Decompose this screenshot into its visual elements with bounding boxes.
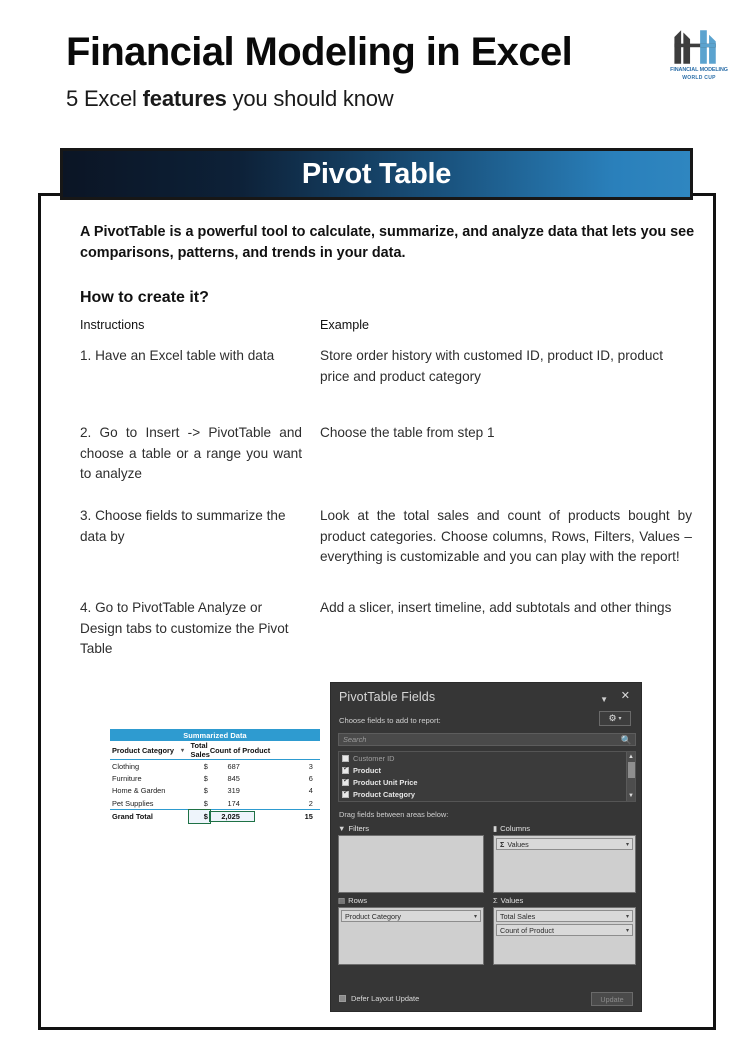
gear-icon: ⚙: [608, 713, 617, 723]
cell-total-sales: 319: [227, 786, 240, 796]
field-label: Product Category: [353, 789, 416, 799]
subtitle-pre: 5 Excel: [66, 86, 143, 111]
drag-fields-label: Drag fields between areas below:: [339, 810, 449, 819]
search-placeholder: Search: [343, 735, 367, 744]
field-pill-total-sales[interactable]: [496, 910, 633, 922]
area-columns[interactable]: [493, 824, 636, 893]
field-pill-product-category[interactable]: [341, 910, 481, 922]
area-values[interactable]: [493, 896, 636, 965]
close-icon[interactable]: ✕: [620, 690, 630, 702]
cell-currency: $: [203, 812, 208, 821]
intro-paragraph: A PivotTable is a powerful tool to calculate, summarize, and analyze data that lets you see comparisons, patterns, and trends in your data.: [80, 224, 695, 261]
chevron-down-icon[interactable]: ▾: [473, 913, 477, 920]
chevron-down-icon[interactable]: ▾: [625, 841, 629, 848]
cell-category: Home & Garden: [112, 786, 166, 796]
instruction-step-3: 3. Choose fields to summarize the data by: [80, 508, 286, 544]
cell-total-sales: 687: [227, 761, 240, 771]
sigma-icon: Σ: [500, 839, 505, 849]
example-step-4: Add a slicer, insert timeline, add subtotals and other things: [320, 600, 672, 615]
area-filters[interactable]: [338, 824, 484, 893]
cell-currency: $: [203, 786, 208, 796]
pivottable-fields-pane: [330, 682, 642, 1012]
area-label-filters: [338, 824, 484, 833]
update-button[interactable]: Update: [591, 992, 633, 1006]
defer-layout-update-row[interactable]: [339, 994, 419, 1003]
pill-label: Values: [507, 839, 529, 849]
columns-icon: ▮: [493, 823, 498, 833]
cell-total-sales: 174: [227, 798, 240, 808]
area-rows[interactable]: [338, 896, 484, 965]
field-item-product-category[interactable]: [339, 788, 635, 800]
chevron-down-icon: ▾: [618, 716, 622, 722]
cell-category: Furniture: [112, 773, 142, 783]
summarized-data-table: [110, 729, 320, 823]
area-dropzone-filters[interactable]: [338, 835, 484, 893]
instruction-step-1: 1. Have an Excel table with data: [80, 348, 275, 363]
pill-label: Total Sales: [500, 911, 536, 921]
instruction-step-4: 4. Go to PivotTable Analyze or Design tabs to customize the Pivot Table: [80, 600, 289, 656]
column-header-product-category: Product Category: [110, 741, 177, 760]
instruction-step-2: 2. Go to Insert -> PivotTable and choose a table or a range you want to analyze: [80, 425, 302, 481]
table-row: [110, 785, 320, 798]
subtitle-post: you should know: [226, 86, 394, 111]
field-pill-values[interactable]: [496, 838, 633, 850]
column-header-total-sales: Total Sales: [190, 741, 210, 759]
field-label: Product Unit Price: [353, 777, 418, 787]
fmwc-logo: [664, 28, 734, 90]
howto-heading: How to create it?: [80, 289, 209, 306]
table-title-row: [110, 729, 320, 741]
scrollbar-thumb[interactable]: [628, 762, 635, 778]
field-item-product-unit-price[interactable]: [339, 776, 635, 788]
search-icon: 🔍: [620, 735, 632, 745]
cell-count: 2: [308, 798, 313, 808]
logo-line-2: WORLD CUP: [682, 75, 716, 81]
example-step-3: Look at the total sales and count of products bought by product categories. Choose columns, Rows, Filters, Values – everything is customizable and you can play with the report!: [320, 508, 692, 564]
choose-fields-label: Choose fields to add to report:: [339, 716, 441, 725]
table-total-row: [110, 810, 320, 824]
cell-currency: $: [203, 761, 208, 771]
cell-count: 6: [308, 773, 313, 783]
cell-category: Clothing: [112, 761, 140, 771]
cell-grand-total-label: Grand Total: [110, 810, 189, 824]
column-header-instructions: Instructions: [80, 318, 145, 332]
page-subtitle: [66, 86, 393, 112]
field-label: Product: [353, 765, 381, 775]
chevron-down-icon[interactable]: ▼: [628, 793, 634, 799]
fmwc-logo-mark: [664, 28, 734, 66]
checkbox-checked-icon[interactable]: [342, 767, 349, 774]
sigma-icon: Σ: [493, 895, 498, 905]
field-list[interactable]: [338, 751, 636, 802]
area-dropzone-rows[interactable]: [338, 907, 484, 965]
section-banner: [60, 148, 693, 200]
field-pill-count-of-product[interactable]: [496, 924, 633, 936]
chevron-down-icon[interactable]: ▾: [625, 913, 629, 920]
checkbox-icon[interactable]: [339, 995, 346, 1002]
field-list-options-button[interactable]: [599, 711, 631, 726]
checkbox-checked-icon[interactable]: [342, 791, 349, 798]
cell-grand-total-count: 15: [304, 812, 313, 821]
table-row: [110, 772, 320, 785]
cell-grand-total-sales: 2,025: [210, 812, 254, 821]
example-step-2: Choose the table from step 1: [320, 425, 495, 440]
area-label-values: [493, 896, 636, 905]
area-title: Columns: [500, 824, 531, 833]
pill-label: Count of Product: [500, 925, 554, 935]
pill-label: Product Category: [345, 911, 401, 921]
rows-icon: ▤: [338, 895, 346, 905]
defer-layout-update-label: Defer Layout Update: [351, 994, 420, 1003]
table-row: [110, 797, 320, 810]
checkbox-icon[interactable]: [342, 755, 349, 762]
column-header-example: Example: [320, 318, 369, 332]
chevron-down-icon[interactable]: ▼: [600, 695, 608, 704]
cell-category: Pet Supplies: [112, 798, 154, 808]
page-title: Financial Modeling in Excel: [66, 30, 573, 74]
column-header-count-of-product: Count of Product: [210, 741, 320, 760]
area-label-rows: [338, 896, 484, 905]
area-dropzone-columns[interactable]: [493, 835, 636, 893]
cell-count: 4: [308, 786, 313, 796]
filter-icon: ▼: [338, 823, 346, 833]
area-title: Values: [500, 896, 524, 905]
page-header: [0, 0, 750, 130]
chevron-down-icon[interactable]: ▾: [625, 927, 629, 934]
logo-line-1: FINANCIAL MODELING: [670, 67, 728, 73]
search-input[interactable]: [338, 733, 636, 746]
field-item-product[interactable]: [339, 764, 635, 776]
table-title: Summarized Data: [110, 729, 320, 741]
chevron-up-icon[interactable]: ▲: [628, 754, 634, 760]
cell-count: 3: [308, 761, 313, 771]
field-list-scrollbar[interactable]: [626, 752, 635, 801]
pane-title: PivotTable Fields: [339, 690, 436, 704]
table-row: [110, 760, 320, 773]
selected-cell[interactable]: [189, 810, 210, 824]
section-title: Pivot Table: [301, 157, 452, 190]
cell-currency: $: [203, 773, 208, 783]
area-title: Rows: [348, 896, 368, 905]
example-step-1: Store order history with customed ID, product ID, product price and product category: [320, 348, 664, 384]
area-dropzone-values[interactable]: [493, 907, 636, 965]
field-label: Customer ID: [353, 753, 395, 763]
cell-total-sales: 845: [227, 773, 240, 783]
checkbox-checked-icon[interactable]: [342, 779, 349, 786]
area-title: Filters: [348, 824, 370, 833]
area-label-columns: [493, 824, 636, 833]
subtitle-bold: features: [142, 86, 227, 111]
table-header-row: [110, 741, 320, 760]
cell-currency: $: [203, 798, 208, 808]
filter-dropdown-icon[interactable]: ▾: [177, 741, 189, 760]
field-item-customer-id[interactable]: [339, 752, 635, 764]
